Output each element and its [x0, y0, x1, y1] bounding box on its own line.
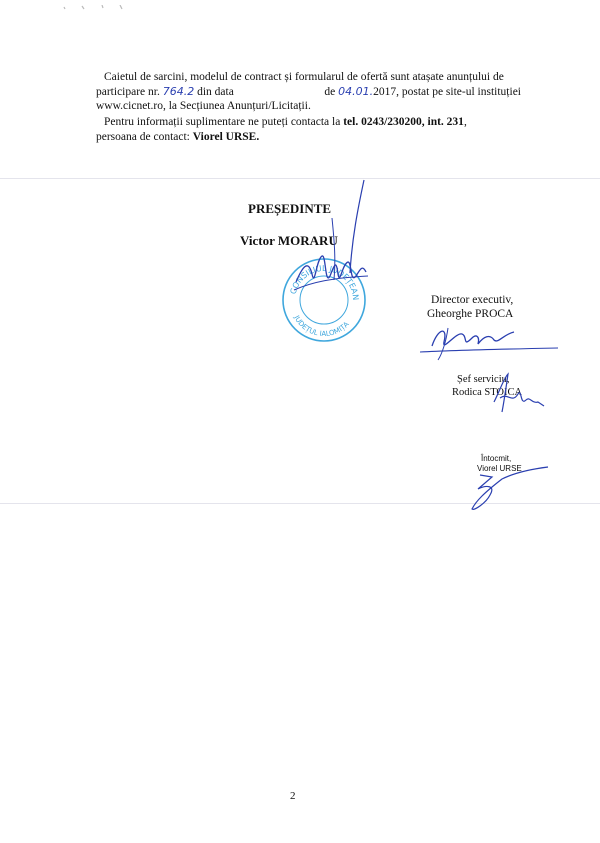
contact-intro: Pentru informații suplimentare ne puteți contacta la: [104, 116, 344, 128]
drafted-by-signature: [462, 465, 552, 515]
paragraph-line: [96, 130, 521, 145]
stamp-county-text: JUDEȚUL IALOMIȚA: [292, 314, 351, 339]
president-name: Victor MORARU: [240, 233, 338, 248]
page-number: 2: [290, 790, 296, 802]
contact-person-label: persoana de contact:: [96, 130, 193, 143]
director-role: Director executiv,: [431, 294, 514, 306]
paragraph-line-start: [96, 85, 234, 100]
paragraph-line: www.cicnet.ro, la Secțiunea Anunțuri/Licitații.: [96, 100, 311, 112]
head-service-signature: [490, 368, 550, 418]
site-posting-text: 2017, postat pe site-ul instituției: [373, 85, 521, 98]
paragraph-contact: [96, 115, 521, 144]
handwritten-date: 04.01.: [338, 84, 374, 98]
stamp-ring-text: CONSILIUL JUDEȚEAN: [288, 263, 361, 301]
paragraph-attachments: [96, 70, 521, 114]
drafted-by-name: Viorel URSE: [477, 464, 522, 473]
head-service-role: Șef serviciu,: [457, 374, 510, 385]
paragraph-line-end: [324, 85, 521, 100]
scan-marks: [62, 0, 132, 6]
date-prefix: de: [324, 85, 339, 98]
contact-phone: tel. 0243/230200, int. 231: [343, 116, 464, 128]
paragraph-line: Caietul de sarcini, modelul de contract și formularul de ofertă sunt atașate anunțului de: [104, 71, 504, 83]
head-service-name: Rodica STOICA: [452, 387, 523, 398]
paragraph-line: [96, 115, 521, 130]
participation-label: participare nr.: [96, 85, 163, 98]
president-signature: [292, 178, 382, 328]
director-signature: [418, 322, 563, 364]
drafted-by-role: Întocmit,: [481, 454, 512, 463]
date-label: din data: [194, 85, 234, 98]
contact-person-name: Viorel URSE.: [192, 130, 260, 143]
participation-number: 764.2: [162, 84, 195, 98]
director-name: Gheorghe PROCA: [427, 308, 514, 320]
president-title: PREȘEDINTE: [248, 201, 332, 216]
contact-comma: ,: [463, 116, 467, 128]
